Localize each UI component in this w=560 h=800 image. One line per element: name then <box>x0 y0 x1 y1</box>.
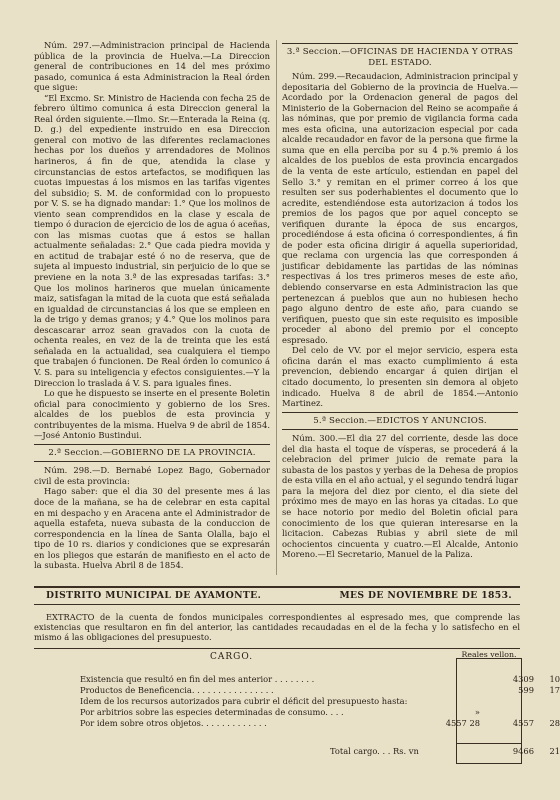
section-3-heading: 3.ª Seccion.—OFICINAS DE HACIENDA Y OTRAS DEL ESTADO. <box>286 47 514 68</box>
district-banner <box>34 586 520 605</box>
total-row <box>80 746 560 757</box>
total-cents: 21 <box>549 746 560 756</box>
notice-298-body: Hago saber: que el dia 30 del presente mes á las doce de la mañana, se ha de celebrar en esta capital en mi despacho y en Aracena ante el Administrador de aquella estafeta, nueva subasta de la conduccion de correspondencia en la línea de Santa Olalla, bajo el tipo de 10 rs. diarios y condiciones que se expresarán en los pliegos que estarán de manifiesto en el acto de la subasta. Huelva Abril 8 de 1854. <box>34 486 270 571</box>
row-label: Existencia que resultó en fin del mes anterior . . . . . . . . <box>80 674 315 684</box>
table-row <box>80 674 560 685</box>
row-amount: 4309 <box>512 674 534 684</box>
table-row <box>80 707 520 718</box>
extract-text: EXTRACTO de la cuenta de fondos municipales correspondientes al espresado mes, que comprende las existencias que resultaron en fin del anterior, las cantidades recaudadas en el de la fecha y lo satisfecho en el mismo á las obligaciones del presupuesto. <box>34 612 520 643</box>
row-amount: 4557 <box>512 718 534 728</box>
divider <box>34 461 270 462</box>
total-label: Total cargo. . . Rs. vn <box>330 746 419 756</box>
table-row <box>80 718 560 729</box>
section-5-heading: 5.ª Seccion.—EDICTOS Y ANUNCIOS. <box>313 415 487 426</box>
cargo-heading: CARGO. <box>210 652 254 662</box>
month-title: MES DE NOVIEMBRE DE 1853. <box>339 590 512 601</box>
row-label: Por arbitrios sobre las especies determinadas de consumo. . . . <box>80 707 344 717</box>
notice-300-body: Núm. 300.—El dia 27 del corriente, desde las doce del dia hasta el toque de vísperas, se procederá á la celebracion del primer juicio de remate para la subasta de los pastos y yerbas de la Dehesa de propios de esta villa en el año actual, y el segundo tendrá lugar para la mejora del diez por ciento, el dia siete del próximo mes de mayo en las horas ya citadas. Lo que se hace notorio por medio del Boletin oficial para conocimiento de los que quieran interesarse en la licitacion. Cabezas Rubias y abril siete de mil ochocientos cincuenta y cuatro.—El Alcalde, Antonio Moreno.—El Secretario, Manuel de la Paliza. <box>282 433 518 560</box>
divider <box>34 444 270 445</box>
divider <box>282 412 518 413</box>
table-row <box>80 696 520 707</box>
row-subtotal: » <box>474 707 480 717</box>
row-label: Idem de los recursos autorizados para cubrir el déficit del presupuesto hasta: <box>80 696 408 706</box>
row-amount: 599 <box>518 685 534 695</box>
notice-298-intro: Núm. 298.—D. Bernabé Lopez Bago, Gobernador civil de esta provincia: <box>34 465 270 486</box>
divider <box>282 429 518 430</box>
district-title: DISTRITO MUNICIPAL DE AYAMONTE. <box>46 590 262 601</box>
table-row <box>80 685 560 696</box>
row-label: Productos de Beneficencia. . . . . . . . . . . . . . . . <box>80 685 274 695</box>
divider <box>282 43 518 44</box>
row-cents: 17 <box>549 685 560 695</box>
section-2-heading: 2.ª Seccion.—GOBIERNO DE LA PROVINCIA. <box>48 447 256 458</box>
currency-heading: Reales vellon. <box>461 650 517 659</box>
row-subtotal: 4557 28 <box>445 718 480 728</box>
row-cents: 10 <box>549 674 560 684</box>
table-top-rule <box>34 648 520 649</box>
notice-299-closing: Del celo de VV. por el mejor servicio, espera esta oficina darán el mas exacto cumplimiento á esta prevencion, debiendo encargar á quien dirijan el citado documento, lo presenten sin demora al objeto indicado. Huelva 8 de abril de 1854.—Antonio Martinez. <box>282 345 518 409</box>
total-amount: 9466 <box>512 746 534 756</box>
right-column <box>282 40 518 560</box>
left-column <box>34 40 270 571</box>
row-label: Por idem sobre otros objetos. . . . . . . . . . . . . <box>80 718 267 728</box>
total-separator <box>457 743 521 744</box>
notice-299-body: Núm. 299.—Recaudacion, Administracion principal y depositaria del Gobierno de la provincia de Huelva.—Acordado por la Ordenacion general de pagos del Ministerio de la Gobernacion del Reino se acompañe á las nóminas, que por premio de vigilancia forma cada mes esta oficina, una autorizacion especial por cada alcalde recaudador en favor de la persona que firme la suma que en ella perciba por su 4 p.% premio á los alcaldes de los pueblos de esta provincia encargados de la venta de este artículo, estiendan en papel del Sello 3.° y remitan en el primer correo á los que resulten ser sus poderhabientes el documento que lo acredite, estendiéndose esta autorizacion á todos los premios de los pagos que por aquel concepto se verifiquen durante la época de sus encargos, procediéndose á esta oficina ó correspondientes, á fin de poder esta oficina dirigir á aquella superioridad, que reclama con urgencia las que corresponden á justificar debidamente las partidas de las nóminas respectivas á los tres primeros meses de este año, debiendo conservarse en esta Administracion las que pertenezcan á pueblos que aun no hubiesen hecho pago alguno dentro de este año, para cuando se verifiquen, puesto que sin este requisito es imposible proceder al abono del premio por el concepto espresado. <box>282 71 518 345</box>
notice-297-quote: “El Excmo. Sr. Ministro de Hacienda con fecha 25 de febrero último comunica á esta Direccion general la Real órden siguiente.—Ilmo. Sr.—Enterada la Reina (q. D. g.) del expediente instruido en esa Direccion general con motivo de las diferentes reclamaciones hechas por los dueños y arrendadores de Molinos harineros, á fin de que, atendida la clase y circunstancias de estos artefactos, se modifiquen las cuotas impuestas á los mismos en las tarifas vigentes del subsidio; S. M. de conformidad con lo propuesto por V. S. se ha dignado mandar: 1.° Que los molinos de viento sean comprendidos en la clase y escala de tiempo ó duracion de ejercicio de los de agua ó aceñas, con las mismas cuotas que á estos se hallan actualmente señaladas: 2.° Que cada piedra movida y en actitud de trabajar esté ó no de reserva, que de sujeta al impuesto industrial, sin perjuicio de lo que se previene en la nota 3.ª de las expresadas tarifas: 3.° Que los molinos harineros que muelan únicamente maiz, satisfagan la mitad de la cuota que está señalada en igualdad de circunstancias á los que se empleen en la de trigo y demas granos; y 4.° Que los molinos para descascarar arroz sean gravados con la cuota de ochenta reales, en vez de la de treinta que les está señalada en la actualidad, sea cualquiera el tiempo que trabajen ó funcionen. De Real órden lo comunico á V. S. para su inteligencia y efectos consiguientes.—Y la Direccion lo traslada á V. S. para iguales fines. <box>34 92 270 388</box>
notice-297-intro: Núm. 297.—Administracion principal de Hacienda pública de la provincia de Huelva.—La Direccion general de contribuciones en 14 del mes próximo pasado, comunica á esta Administracion la Real órden que sigue: <box>34 40 270 93</box>
notice-297-closing: Lo que he dispuesto se inserte en el presente Boletin oficial para conocimiento y gobierno de los Sres. alcaldes de los pueblos de esta provincia y contribuyentes de la misma. Huelva 9 de abril de 1854.—José Antonio Bustindui. <box>34 388 270 441</box>
row-cents: 28 <box>549 718 560 728</box>
accounts-extract <box>34 612 520 643</box>
column-divider <box>276 40 277 575</box>
